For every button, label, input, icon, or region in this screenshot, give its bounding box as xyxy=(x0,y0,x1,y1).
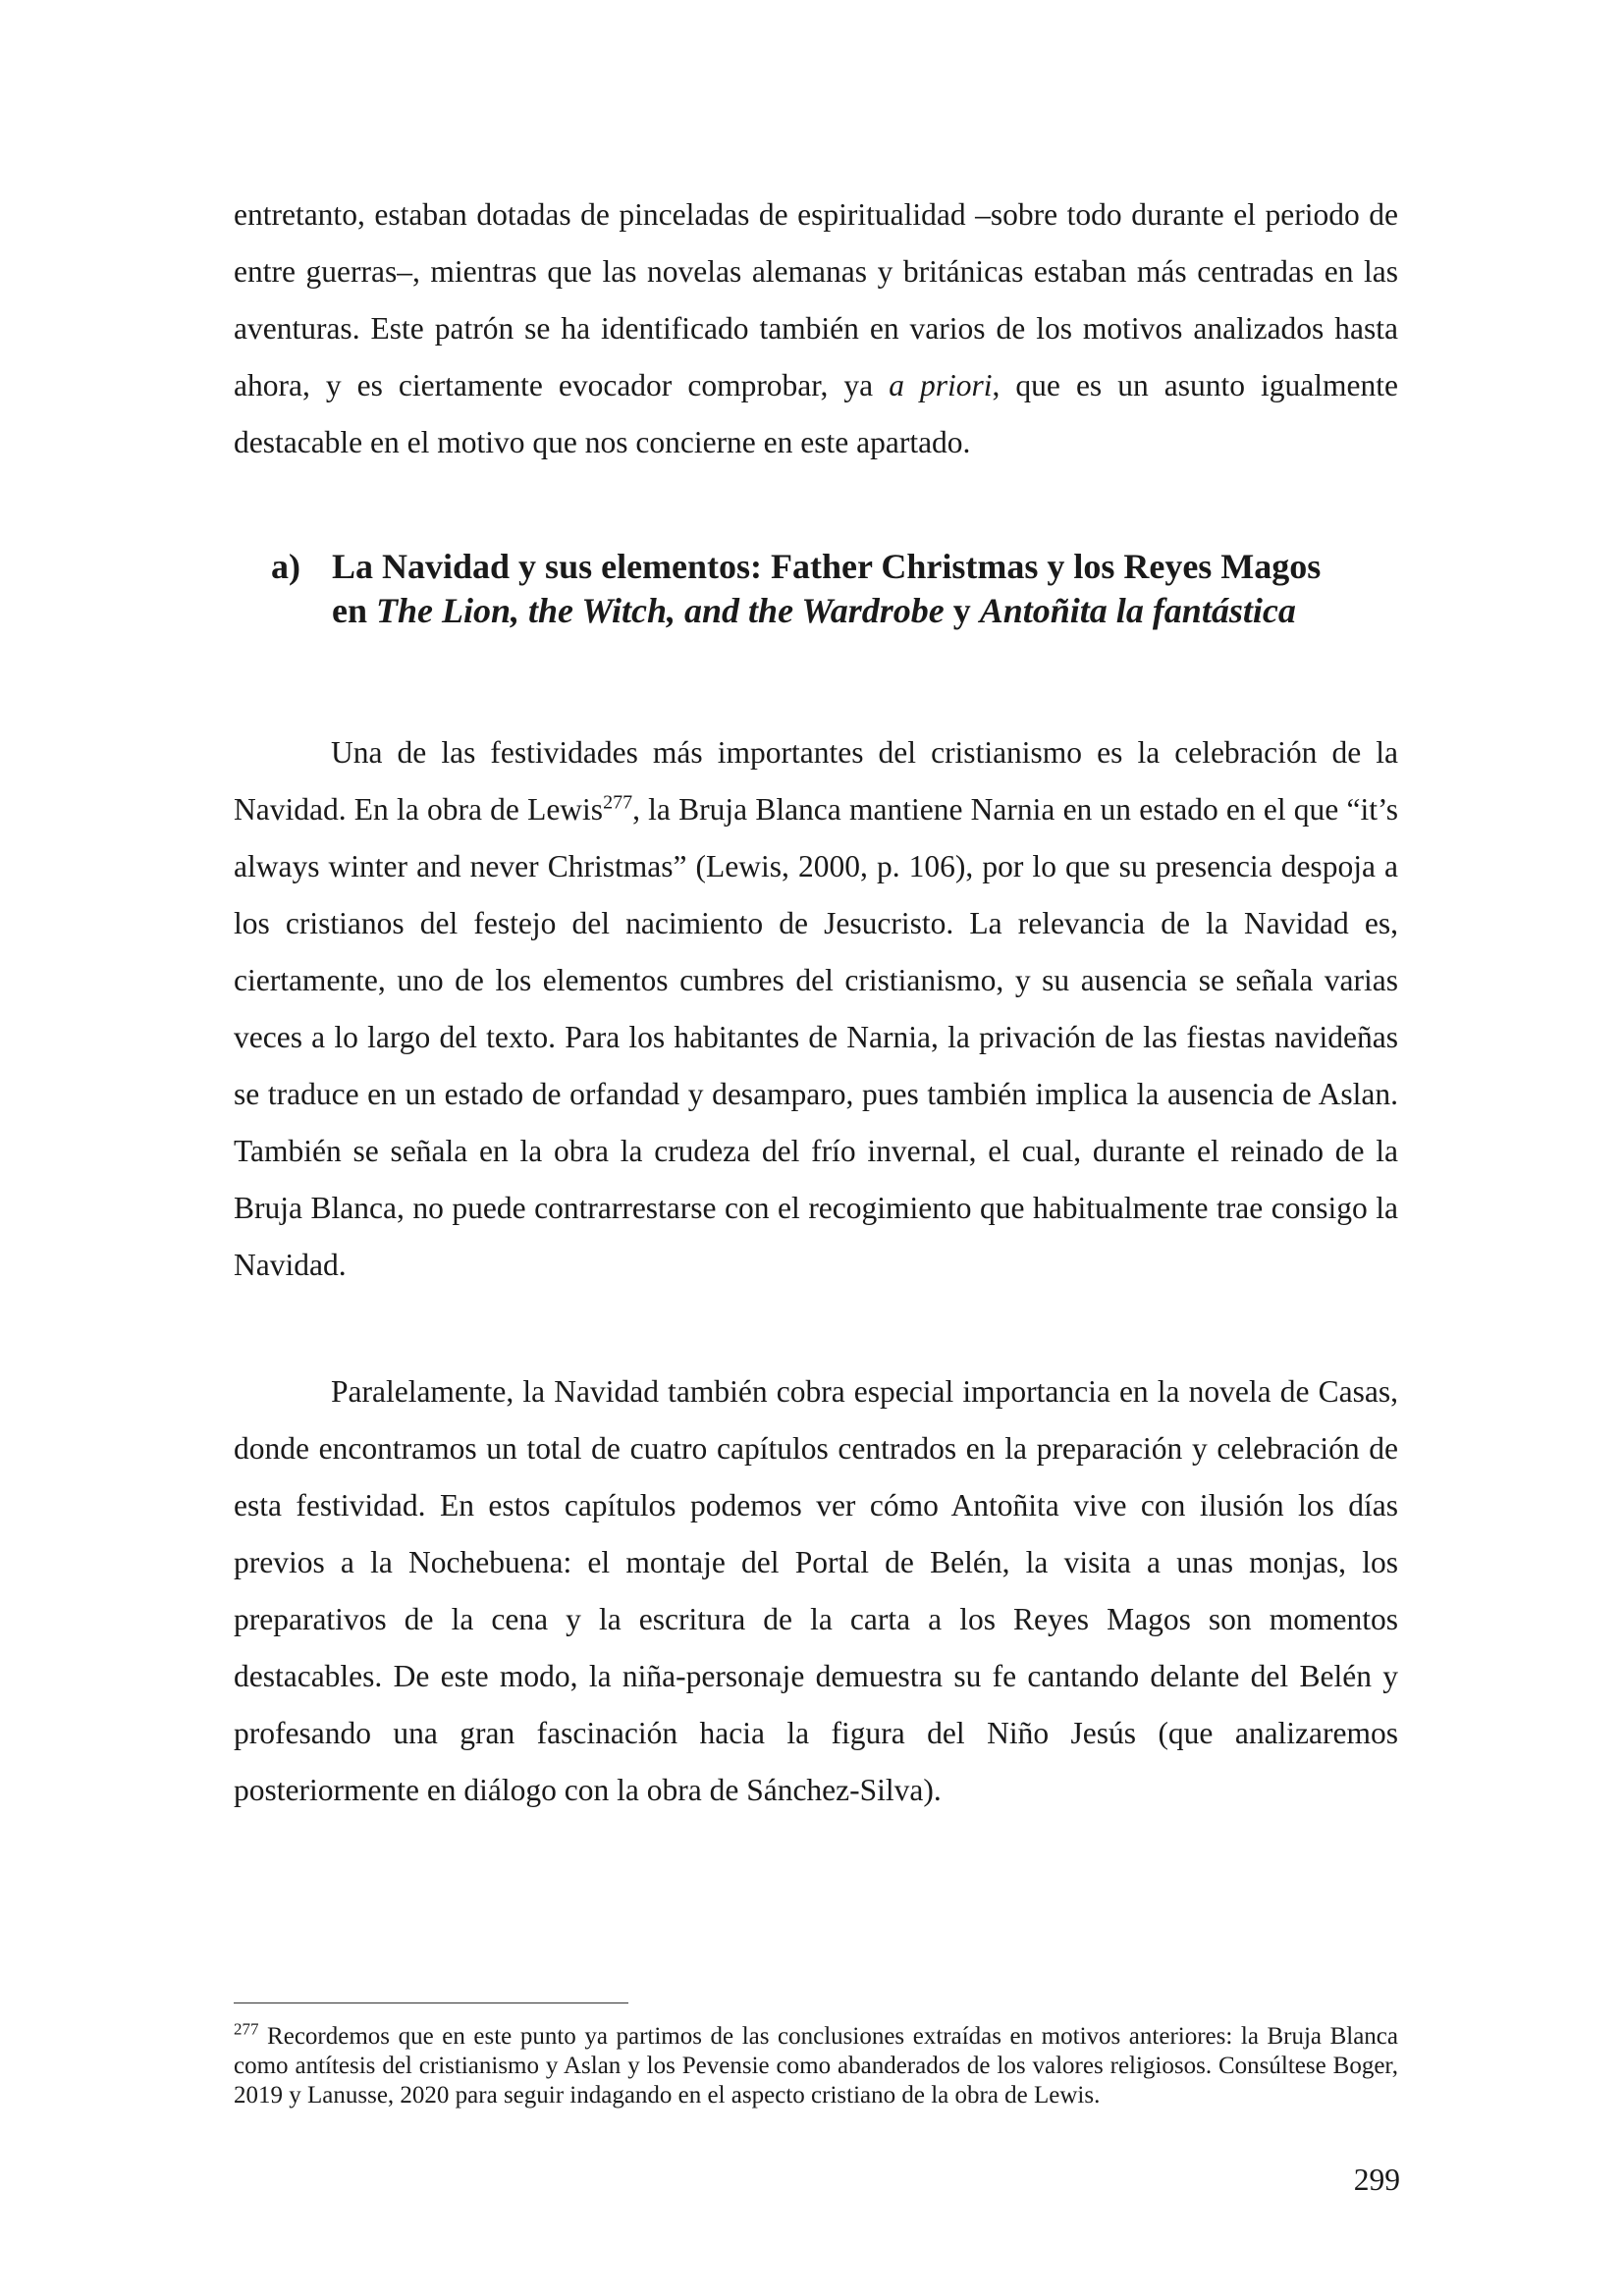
heading-text-1: La Navidad y sus elementos: Father Christmas y los Reyes Magos en xyxy=(332,547,1322,630)
footnote-number: 277 xyxy=(234,2019,259,2039)
heading-italic-2: Antoñita la fantástica xyxy=(979,591,1296,630)
footnote xyxy=(234,2019,1398,2110)
paragraph-3: Paralelamente, la Navidad también cobra especial importancia en la novela de Casas, donde encontramos un total de cuatro capítulos centrados en la preparación y celebración de esta festividad. En estos capítulos podemos ver cómo Antoñita vive con ilusión los días previos a la Nochebuena: el montaje del Portal de Belén, la visita a unas monjas, los preparativos de la cena y la escritura de la carta a los Reyes Magos son momentos destacables. De este modo, la niña-personaje demuestra su fe cantando delante del Belén y profesando una gran fascinación hacia la figura del Niño Jesús (que analizaremos posteriormente en diálogo con la obra de Sánchez-Silva). xyxy=(234,1374,1398,1807)
heading-text-2: y xyxy=(944,591,980,630)
section-heading xyxy=(271,545,1351,633)
page-number: 299 xyxy=(1353,2163,1400,2197)
footnote-reference[interactable]: 277 xyxy=(603,791,633,814)
paragraph-1-text-a: entretanto, estaban dotadas de pinceladas de espiritualidad –sobre todo durante el periodo de entre guerras–, mientras que las novelas alemanas y británicas estaban más centradas en las aventuras. Este patrón se ha identificado también en varios de los motivos analizados hasta ahora, y es ciertamente evocador comprobar, ya xyxy=(234,197,1398,402)
footnote-separator xyxy=(234,2002,628,2003)
paragraph-1-italic: a priori xyxy=(889,368,993,402)
section-heading-label: a) xyxy=(271,547,300,586)
paragraph-2-text-a: Una de las festividades más importantes del cristianismo es la celebración de la Navidad. En la obra de Lewis xyxy=(234,735,1398,827)
paragraph-2 xyxy=(234,724,1398,1294)
footnote-text: Recordemos que en este punto ya partimos de las conclusiones extraídas en motivos anteriores: la Bruja Blanca como antítesis del cristianismo y Aslan y los Pevensie como abanderados de los valores religiosos. Consúltese Boger, 2019 y Lanusse, 2020 para seguir indagando en el aspecto cristiano de la obra de Lewis. xyxy=(234,2023,1398,2109)
paragraph-1 xyxy=(234,187,1398,471)
paragraph-1-text-b: , que es un asunto igualmente destacable en el motivo que nos concierne en este apartado. xyxy=(234,368,1398,459)
heading-italic-1: The Lion, the Witch, and the Wardrobe xyxy=(376,591,945,630)
section-heading-title xyxy=(332,545,1351,633)
page-body xyxy=(234,187,1399,1807)
paragraph-2-text-b: , la Bruja Blanca mantiene Narnia en un estado en el que “it’s always winter and never Christmas” (Lewis, 2000, p. 106), por lo que su presencia despoja a los cristianos del festejo del nacimiento de Jesucristo. La relevancia de la Navidad es, ciertamente, uno de los elementos cumbres del cristianismo, y su ausencia se señala varias veces a lo largo del texto. Para los habitantes de Narnia, la privación de las fiestas navideñas se traduce en un estado de orfandad y desamparo, pues también implica la ausencia de Aslan. También se señala en la obra la crudeza del frío invernal, el cual, durante el reinado de la Bruja Blanca, no puede contrarrestarse con el recogimiento que habitualmente trae consigo la Navidad. xyxy=(234,792,1399,1282)
